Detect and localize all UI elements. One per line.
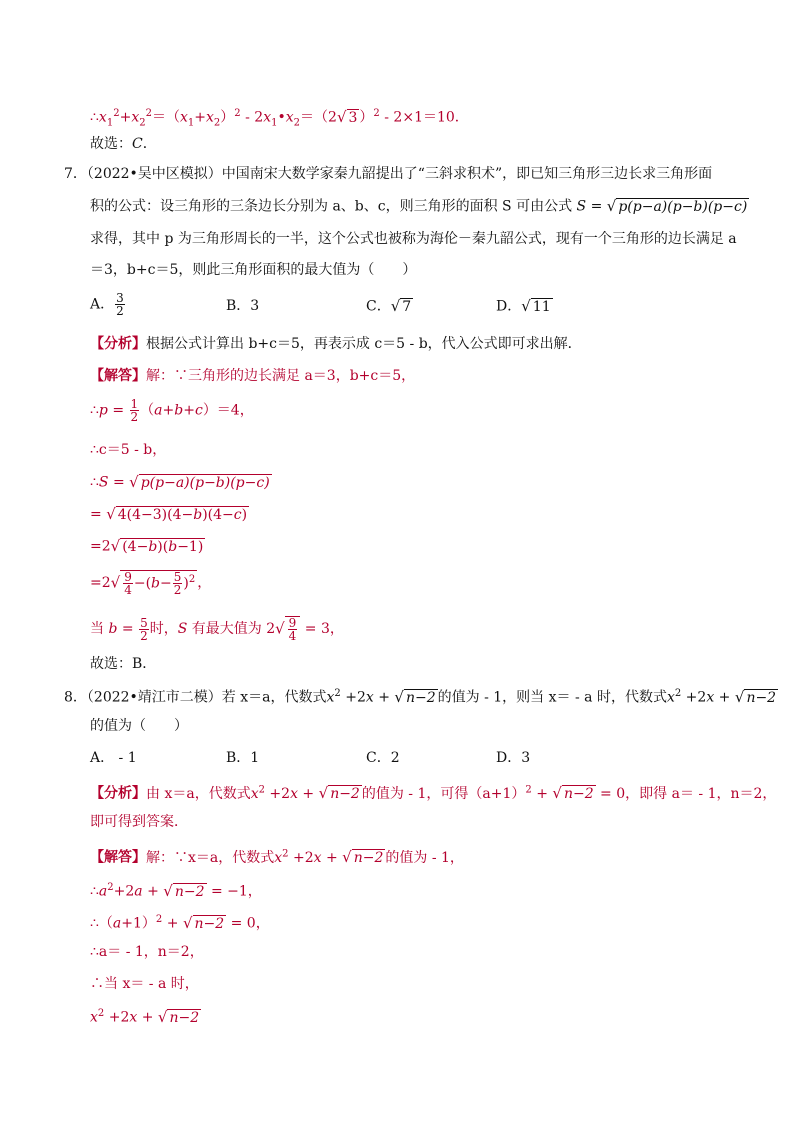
q8-stem-text: 8．（2022•靖江市二模）若 x＝a，代数式 — [64, 689, 327, 706]
q7-option-b[interactable]: B．3 — [226, 298, 260, 314]
analysis-text: 根据公式计算出 b+c＝5，再表示成 c＝5 - b，代入公式即可求出解． — [146, 336, 582, 352]
q8-step-4: ∴当 x＝ - a 时， — [90, 976, 199, 992]
q8-step-2: $\therefore(a+1)^2$ + √ n−2 = 0， — [90, 914, 270, 933]
answer-line: 故选：C． — [90, 136, 157, 152]
q8-stem-line1: 8．（2022•靖江市二模）若 x＝a，代数式$x^2 +2x$ + √ n−2 的值为 - 1，则当 x＝ - a 时，代数式$x^2 +2x$ + √ n−2 — [64, 688, 777, 707]
q7-option-a[interactable]: A． $\frac{3}{2}$ — [90, 291, 124, 318]
solution-text: 解：∵x＝a，代数式 — [146, 849, 275, 866]
q7-stem-line2: 积的公式：设三角形的三条边长分别为 a、b、c，则三角形的面积 S 可由公式 S = √ p(p−a)(p−b)(p−c) — [90, 197, 748, 215]
solution-tag: 【解答】 — [90, 368, 146, 384]
q8-option-b[interactable]: B．1 — [226, 750, 260, 766]
q8-analysis: 【分析】由 x＝a，代数式$x^2 +2x$ + √ n−2 的值为 - 1，可得$(a+1)^2$ + √ n−2 = 0，即得 a＝ - 1，n＝2， — [90, 784, 777, 803]
q7-step-sub: = √ 4(4−3)(4−b)(4−c) — [90, 505, 248, 523]
q7-stem-line4: ＝3，b+c＝5，则此三角形面积的最大值为（ ） — [90, 262, 417, 278]
q7-solution — [90, 366, 415, 386]
q7-step-complete-square: =2√ $\frac{9}{4}$ −(b− $\frac{5}{2}$ )$^2$ ， — [90, 570, 212, 597]
analysis-text-3: ，即得 a＝ - 1，n＝2， — [625, 785, 777, 802]
analysis-tag: 【分析】 — [90, 336, 146, 352]
q8-step-1: $\therefore a^2+2a$ + √ n−2 = −1， — [90, 882, 262, 901]
q7-step-s: ∴S = √ p(p−a)(p−b)(p−c) — [90, 473, 270, 491]
q7-option-c[interactable]: C．√ 7 — [366, 297, 412, 315]
q7-step-p: ∴p = $\frac{1}{2}$ （a+b+c）＝4， — [90, 397, 254, 424]
analysis-text-2: 的值为 - 1，可得（a+1） — [361, 785, 526, 802]
analysis-text: 由 x＝a，代数式 — [146, 785, 251, 802]
q8-option-c[interactable]: C．2 — [366, 750, 400, 766]
q8-solution: 【解答】解：∵x＝a，代数式$x^2 +2x$ + √ n−2 的值为 - 1， — [90, 848, 464, 867]
q7-stem-line1: 7．（2022•吴中区模拟）中国南宋大数学家秦九韶提出了“三斜求积术”，即已知三角形三边长求三角形面 — [64, 166, 713, 182]
q7-analysis — [90, 334, 582, 354]
q8-stem-line2: 的值为（ ） — [90, 718, 188, 734]
solution-line: $\therefore x_1^2+x_2^2=(x_1+x_2)^2$ - $2x_1•x_2=(2√$ 3 ）$^2$ - 2×1＝10． — [90, 108, 469, 129]
q7-step-simplify: =2√ (4−b)(b−1) — [90, 537, 204, 555]
q8-stem-text-2: 的值为 - 1，则当 x＝ - a 时，代数式 — [437, 689, 667, 706]
solution-text-2: 的值为 - 1， — [385, 849, 464, 866]
q8-step-5: $x^2 +2x$ + √ n−2 — [90, 1008, 200, 1027]
q8-option-a[interactable]: A． - 1 — [90, 750, 137, 766]
q8-step-3: ∴a＝ - 1，n＝2， — [90, 944, 204, 960]
q7-step-max: 当 b = $\frac{5}{2}$ 时，S 有最大值为 2√ $\frac{9}{4}$ = 3， — [90, 615, 344, 643]
q7-stem-line3: 求得，其中 p 为三角形周长的一半，这个公式也被称为海伦－秦九韶公式，现有一个三角形的边长满足 a — [90, 231, 737, 247]
q7-answer: 故选：B． — [90, 656, 157, 672]
q8-analysis-line2: 即可得到答案． — [90, 814, 188, 830]
q7-option-d[interactable]: D．√ 11 — [496, 297, 551, 315]
solution-text: 解：∵三角形的边长满足 a＝3，b+c＝5， — [146, 368, 416, 384]
q8-option-d[interactable]: D．3 — [496, 750, 531, 766]
analysis-tag: 【分析】 — [90, 785, 146, 802]
q7-step-c: ∴c＝5 - b， — [90, 442, 167, 458]
solution-tag: 【解答】 — [90, 849, 146, 866]
q7-stem-text: 积的公式：设三角形的三条边长分别为 a、b、c，则三角形的面积 S 可由公式 — [90, 198, 577, 215]
